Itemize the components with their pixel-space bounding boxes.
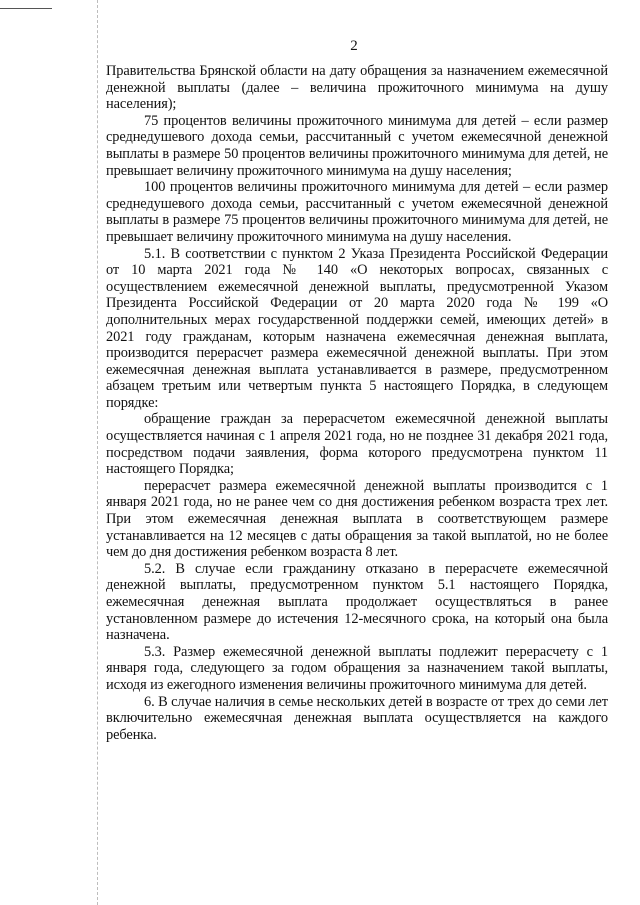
scan-top-line	[0, 8, 52, 9]
document-body	[106, 63, 608, 743]
scan-left-edge	[97, 0, 98, 905]
paragraph-application-terms: обращение граждан за перерасчетом ежемесячной денежной выплаты осуществляется начиная с 1 апреля 2021 года, но не позднее 31 декабря 2021 года, посредством подачи заявления, форма которого предусмотрена пунктом 11 настоящего Порядка;	[106, 411, 608, 478]
paragraph-6: 6. В случае наличия в семье нескольких детей в возрасте от трех до семи лет включительно ежемесячная денежная выплата осуществляется на каждого ребенка.	[106, 693, 608, 743]
paragraph-100-percent: 100 процентов величины прожиточного минимума для детей – если размер среднедушевого дохода семьи, рассчитанный с учетом ежемесячной денежной выплаты в размере 75 процентов величины прожиточного минимума для детей, не превышает величину прожиточного минимума на душу населения.	[106, 179, 608, 245]
paragraph-5-1: 5.1. В соответствии с пунктом 2 Указа Президента Российской Федерации от 10 марта 2021 года № 140 «О некоторых вопросах, связанных с осуществлением ежемесячной денежной выплаты, предусмотренной Указом Президента Российской Федерации от 20 марта 2020 года № 199 «О дополнительных мерах государственной поддержки семей, имеющих детей» в 2021 году гражданам, которым назначена ежемесячная денежная выплата, производится перерасчет размера ежемесячной денежной выплаты. При этом ежемесячная денежная выплата устанавливается в размере, предусмотренном абзацем третьим или четвертым пункта 5 настоящего Порядка, в следующем порядке:	[106, 245, 608, 411]
paragraph-continuation: Правительства Брянской области на дату обращения за назначением ежемесячной денежной выплаты (далее – величина прожиточного минимума на душу населения);	[106, 63, 608, 113]
paragraph-recalculation-terms: перерасчет размера ежемесячной денежной выплаты производится с 1 января 2021 года, но не ранее чем со дня достижения ребенком возраста трех лет. При этом ежемесячная денежная выплата в соответствующем размере устанавливается на 12 месяцев с даты обращения за такой выплатой, но не более чем до дня достижения ребенком возраста 8 лет.	[106, 477, 608, 561]
paragraph-5-3: 5.3. Размер ежемесячной денежной выплаты подлежит перерасчету с 1 января года, следующего за годом обращения за назначением такой выплаты, исходя из ежегодного изменения величины прожиточного минимума для детей.	[106, 643, 608, 693]
page-number: 2	[350, 38, 358, 54]
paragraph-5-2: 5.2. В случае если гражданину отказано в перерасчете ежемесячной денежной выплаты, предусмотренном пунктом 5.1 настоящего Порядка, ежемесячная денежная выплата продолжает осуществляться в ранее установленном размере до истечения 12-месячного срока, на который она была назначена.	[106, 560, 608, 644]
paragraph-75-percent: 75 процентов величины прожиточного минимума для детей – если размер среднедушевого дохода семьи, рассчитанный с учетом ежемесячной денежной выплаты в размере 50 процентов величины прожиточного минимума для детей, не превышает величину прожиточного минимума на душу населения;	[106, 112, 608, 179]
